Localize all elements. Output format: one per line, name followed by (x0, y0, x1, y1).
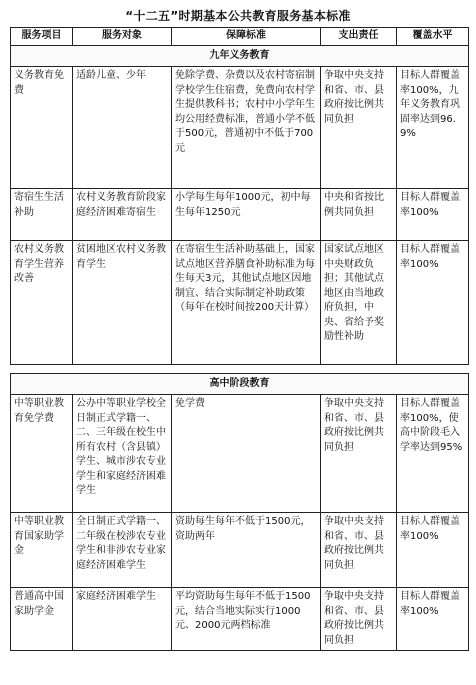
cell-target: 全日制正式学籍一、二年级在校涉农专业学生和非涉农专业家庭经济困难学生 (73, 513, 172, 588)
cell-target: 公办中等职业学校全日制正式学籍一、二、三年级在校生中所有农村（含县镇）学生、城市涉农专业学生和家庭经济困难学生 (73, 395, 172, 513)
cell-standard: 免除学费、杂费以及农村寄宿制学校学生住宿费，免费向农村学生提供教科书；农村中小学年生均公用经费标准，普通小学不低于500元，普通初中不低于700元 (172, 67, 321, 189)
cell-coverage: 目标人群覆盖率100%，九年义务教育巩固率达到96.9% (397, 67, 469, 189)
cell-target: 贫困地区农村义务教育学生 (73, 241, 172, 365)
cell-responsibility: 争取中央支持和省、市、县政府按比例共同负担 (321, 67, 397, 189)
header-service-item: 服务项目 (11, 28, 73, 46)
cell-responsibility: 争取中央支持和省、市、县政府按比例共同负担 (321, 513, 397, 588)
header-guarantee-standard: 保障标准 (172, 28, 321, 46)
cell-target: 适龄儿童、少年 (73, 67, 172, 189)
cell-item: 中等职业教育免学费 (11, 395, 73, 513)
cell-coverage: 目标人群覆盖率100% (397, 189, 469, 241)
cell-item: 中等职业教育国家助学金 (11, 513, 73, 588)
cell-coverage: 目标人群覆盖率100% (397, 513, 469, 588)
cell-responsibility: 争取中央支持和省、市、县政府按比例共同负担 (321, 588, 397, 651)
cell-coverage: 目标人群覆盖率100%，使高中阶段毛入学率达到95% (397, 395, 469, 513)
standards-table-highschool (10, 373, 469, 651)
cell-item: 农村义务教育学生营养改善 (11, 241, 73, 365)
header-service-target: 服务对象 (73, 28, 172, 46)
cell-responsibility: 国家试点地区中央财政负担；其他试点地区由当地政府负担，中央、省给予奖励性补助 (321, 241, 397, 365)
table-row (11, 67, 469, 189)
table-row (11, 588, 469, 651)
cell-standard: 资助每生每年不低于1500元，资助两年 (172, 513, 321, 588)
cell-target: 家庭经济困难学生 (73, 588, 172, 651)
cell-responsibility: 争取中央支持和省、市、县政府按比例共同负担 (321, 395, 397, 513)
table-row (11, 513, 469, 588)
cell-standard: 在寄宿生生活补助基础上，国家试点地区营养膳食补助标准为每生每天3元，其他试点地区因地制宜、结合实际制定补助政策（每年在校时间按200天计算） (172, 241, 321, 365)
cell-target: 农村义务教育阶段家庭经济困难寄宿生 (73, 189, 172, 241)
section-row (11, 46, 469, 67)
table-header-row (11, 28, 469, 46)
header-expenditure-responsibility: 支出责任 (321, 28, 397, 46)
header-coverage-level: 覆盖水平 (397, 28, 469, 46)
section-title-highschool: 高中阶段教育 (11, 374, 469, 395)
table-row (11, 189, 469, 241)
page-title: “十二五”时期基本公共教育服务基本标准 (125, 9, 351, 23)
cell-standard: 平均资助每生每年不低于1500元，结合当地实际实行1000元、2000元两档标准 (172, 588, 321, 651)
cell-coverage: 目标人群覆盖率100% (397, 588, 469, 651)
cell-coverage: 目标人群覆盖率100% (397, 241, 469, 365)
standards-table-compulsory (10, 27, 469, 365)
cell-item: 普通高中国家助学金 (11, 588, 73, 651)
cell-responsibility: 中央和省按比例共同负担 (321, 189, 397, 241)
table-row (11, 241, 469, 365)
cell-item: 义务教育免费 (11, 67, 73, 189)
cell-item: 寄宿生生活补助 (11, 189, 73, 241)
table-row (11, 395, 469, 513)
cell-standard: 小学每生每年1000元，初中每生每年1250元 (172, 189, 321, 241)
section-title-compulsory: 九年义务教育 (11, 46, 469, 67)
section-row (11, 374, 469, 395)
cell-standard: 免学费 (172, 395, 321, 513)
